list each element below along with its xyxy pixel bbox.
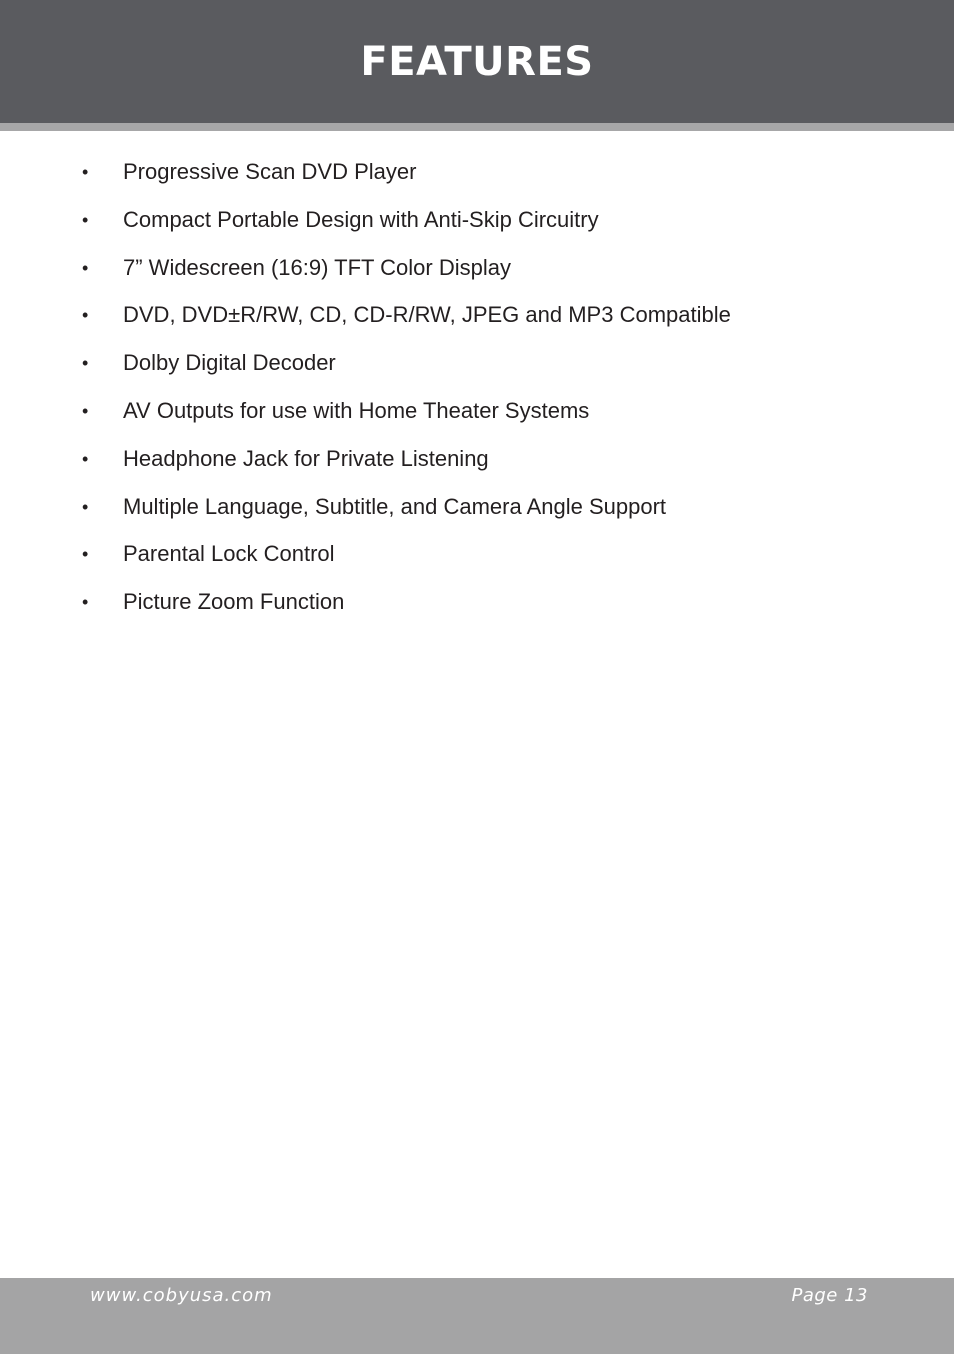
- feature-text: Dolby Digital Decoder: [123, 350, 336, 376]
- feature-text: Picture Zoom Function: [123, 589, 345, 615]
- bullet-icon: •: [82, 305, 89, 326]
- feature-text: Headphone Jack for Private Listening: [123, 445, 489, 471]
- list-item: [0, 341, 954, 389]
- bullet-icon: •: [82, 544, 89, 565]
- page-number: Page 13: [791, 1285, 868, 1306]
- list-item: [0, 198, 954, 246]
- feature-text: Progressive Scan DVD Player: [123, 159, 417, 184]
- bullet-icon: •: [82, 496, 89, 517]
- feature-text: DVD, DVD±R/RW, CD, CD-R/RW, JPEG and MP3 Compatible: [123, 302, 731, 328]
- page-title: FEATURES: [360, 39, 594, 85]
- feature-text: Parental Lock Control: [123, 541, 335, 567]
- list-item: [0, 150, 954, 198]
- list-item: [0, 246, 954, 294]
- feature-list: [0, 150, 954, 628]
- list-item: [0, 580, 954, 628]
- list-item: [0, 532, 954, 580]
- list-item: [0, 437, 954, 485]
- bullet-icon: •: [82, 448, 89, 469]
- bullet-icon: •: [82, 257, 89, 278]
- feature-text: Multiple Language, Subtitle, and Camera Angle Support: [123, 493, 667, 519]
- list-item: [0, 389, 954, 437]
- bullet-icon: •: [82, 209, 89, 230]
- bullet-icon: •: [82, 353, 89, 374]
- feature-text: Compact Portable Design with Anti-Skip Circuitry: [123, 206, 599, 232]
- list-item: [0, 485, 954, 533]
- bullet-icon: •: [82, 162, 89, 182]
- feature-text: AV Outputs for use with Home Theater Systems: [123, 397, 590, 423]
- bullet-icon: •: [82, 400, 89, 421]
- list-item: [0, 293, 954, 341]
- header-stripe: [0, 123, 954, 131]
- bullet-icon: •: [82, 592, 89, 613]
- footer-url: www.cobyusa.com: [90, 1285, 273, 1306]
- feature-text: 7” Widescreen (16:9) TFT Color Display: [123, 254, 511, 280]
